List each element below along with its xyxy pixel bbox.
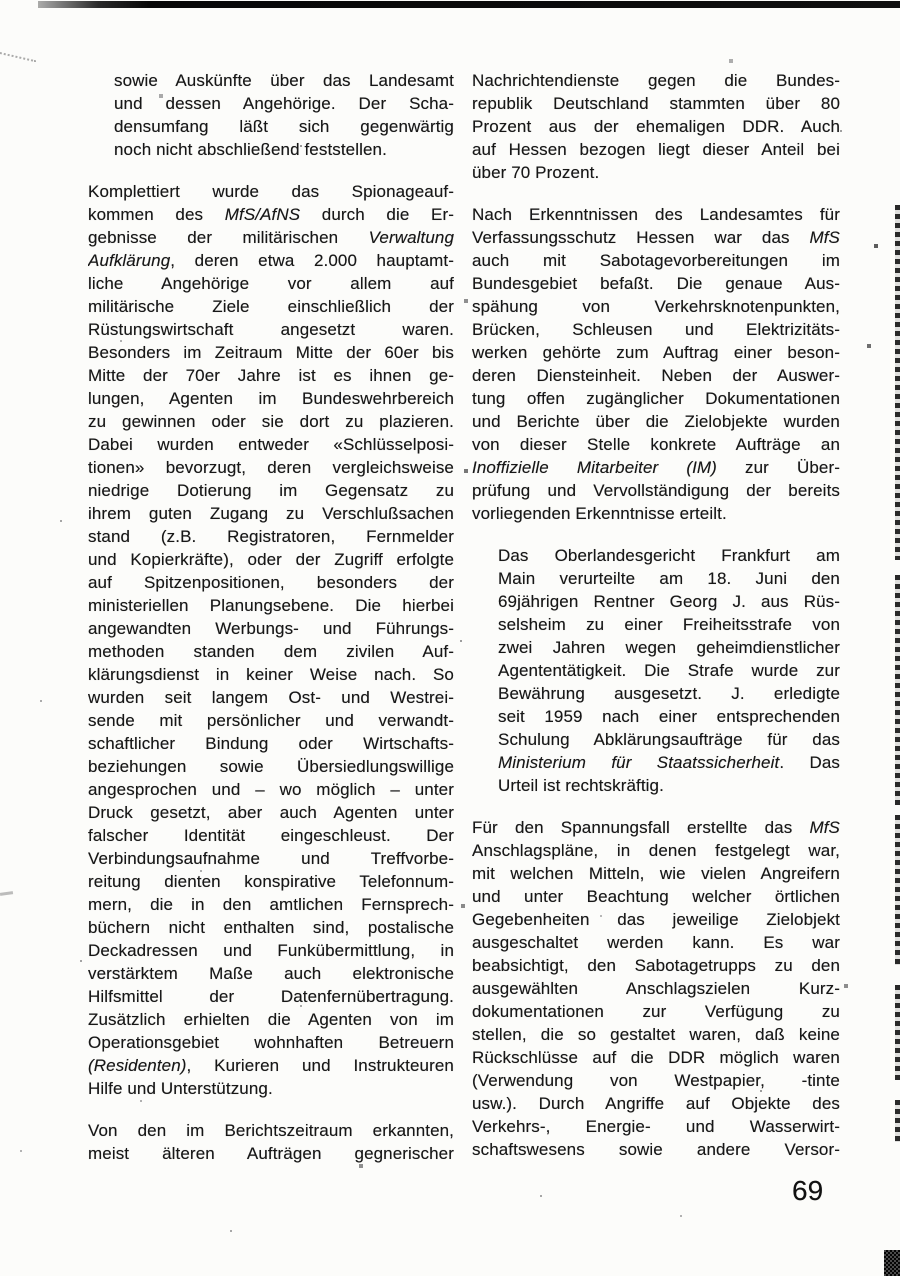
text-line — [88, 226, 454, 249]
text-line — [472, 364, 840, 387]
scan-artifact-right-stripe — [895, 1100, 900, 1142]
text-line — [88, 433, 454, 456]
text-line — [88, 847, 454, 870]
body-text: spähung von Verkehrsknotenpunkten, — [472, 297, 840, 316]
body-text: Brücken, Schleusen und Elektrizitäts- — [472, 320, 840, 339]
body-text: beabsichtigt, den Sabotagetrupps zu den — [472, 956, 840, 975]
body-text: Bundesgebiet befaßt. Die genaue Aus- — [472, 274, 840, 293]
italic-text: Ministerium für Staatssicherheit — [498, 753, 780, 772]
scan-artifact-right-stripe — [895, 575, 900, 805]
scan-artifact-margin-mark — [0, 891, 13, 896]
body-text: Urteil ist rechtskräftig. — [498, 776, 664, 795]
text-line — [472, 295, 840, 318]
text-line — [88, 640, 454, 663]
body-text: klärungsdienst in keiner Weise nach. So — [88, 665, 454, 684]
text-line — [88, 939, 454, 962]
body-text: (Verwendung von Westpapier, -tinte — [472, 1071, 840, 1090]
body-text: Anschlagspläne, in denen festgelegt war, — [472, 841, 840, 860]
text-line — [88, 203, 454, 226]
text-line — [472, 862, 840, 885]
body-text: dokumentationen zur Verfügung zu — [472, 1002, 840, 1021]
body-text: schaftlicher Bindung oder Wirtschafts- — [88, 734, 454, 753]
text-line — [472, 977, 840, 1000]
body-text: gebnisse der militärischen — [88, 228, 369, 247]
text-line — [472, 1138, 840, 1161]
body-text: zu gewinnen oder sie dort zu plazieren. — [88, 412, 454, 431]
text-line — [498, 659, 840, 682]
body-text: auf Spitzenpositionen, besonders der — [88, 573, 454, 592]
scan-artifact-corner-blob — [884, 1250, 900, 1276]
body-text: werken gehörte zum Auftrag einer beson- — [472, 343, 840, 362]
text-line — [88, 801, 454, 824]
text-line — [88, 916, 454, 939]
body-text: Gegebenheiten das jeweilige Zielobjekt — [472, 910, 840, 929]
text-line — [88, 1031, 454, 1054]
text-line — [88, 1142, 454, 1165]
body-text: auch mit Sabotagevorbereitungen im — [472, 251, 840, 270]
scan-noise-speckles — [0, 0, 2, 2]
italic-text: (Residenten) — [88, 1056, 187, 1075]
body-text: sowie Auskünfte über das Landesamt — [114, 71, 454, 90]
italic-text: Verwaltung — [368, 228, 454, 247]
text-line — [472, 272, 840, 295]
body-text: Verkehrs-, Energie- und Wasserwirt- — [472, 1117, 840, 1136]
body-text: liche Angehörige vor allem auf — [88, 274, 454, 293]
body-text: lungen, Agenten im Bundeswehrbereich — [88, 389, 454, 408]
text-line — [88, 295, 454, 318]
text-line — [88, 778, 454, 801]
body-text: densumfang läßt sich gegenwärtig — [114, 117, 454, 136]
body-text: Nach Erkenntnissen des Landesamtes für — [472, 205, 840, 224]
paragraph — [88, 180, 454, 1100]
text-line — [88, 249, 454, 272]
page-number: 69 — [792, 1175, 824, 1206]
body-text: angesprochen und – wo möglich – unter — [88, 780, 454, 799]
italic-text: Inoffizielle Mitarbeiter (IM) — [472, 458, 717, 477]
body-text: und unter Beachtung welcher örtlichen — [472, 887, 840, 906]
body-text: durch die Er- — [300, 205, 454, 224]
body-text: Das Oberlandesgericht Frankfurt am — [498, 546, 840, 565]
text-line — [88, 1008, 454, 1031]
text-line — [88, 686, 454, 709]
text-line — [498, 613, 840, 636]
body-text: Rüstungswirtschaft angesetzt waren. — [88, 320, 454, 339]
body-text: deren Diensteinheit. Neben der Auswer- — [472, 366, 840, 385]
body-text: 69jährigen Rentner Georg J. aus Rüs- — [498, 592, 840, 611]
text-line — [472, 138, 840, 161]
body-text: reitung dienten konspirative Telefonnum- — [88, 872, 454, 891]
body-text: Von den im Berichtszeitraum erkannten, — [88, 1121, 454, 1140]
scan-artifact-right-stripe — [895, 205, 900, 560]
body-text: über 70 Prozent. — [472, 163, 600, 182]
body-text: falscher Identität eingeschleust. Der — [88, 826, 454, 845]
body-text: seit 1959 nach einer entsprechenden — [498, 707, 840, 726]
body-text: stand (z.B. Registratoren, Fernmelder — [88, 527, 454, 546]
text-line — [88, 272, 454, 295]
body-text: meist älteren Aufträgen gegnerischer — [88, 1144, 454, 1163]
body-text: Komplettiert wurde das Spionageauf- — [88, 182, 454, 201]
text-line — [498, 544, 840, 567]
body-text: , deren etwa 2.000 hauptamt- — [170, 251, 454, 270]
text-line — [88, 824, 454, 847]
text-line — [88, 870, 454, 893]
body-text: tung offen zugänglicher Dokumentationen — [472, 389, 840, 408]
body-text: selsheim zu einer Freiheitsstrafe von — [498, 615, 840, 634]
italic-text: MfS/AfNS — [224, 205, 301, 224]
body-text: Zusätzlich erhielten die Agenten von im — [88, 1010, 454, 1029]
body-text: . Das — [779, 753, 840, 772]
text-line — [472, 456, 840, 479]
text-line — [472, 387, 840, 410]
text-line — [472, 1000, 840, 1023]
body-text: ausgewählten Anschlagszielen Kurz- — [472, 979, 840, 998]
text-line — [88, 525, 454, 548]
text-line — [114, 115, 454, 138]
text-line — [88, 1054, 454, 1077]
body-text: auf Hessen bezogen liegt dieser Anteil bei — [472, 140, 840, 159]
body-text: zur Über- — [716, 458, 840, 477]
body-text: Rückschlüsse auf die DDR möglich waren — [472, 1048, 840, 1067]
text-line — [472, 931, 840, 954]
text-line — [472, 954, 840, 977]
body-text: Hilfe und Unterstützung. — [88, 1079, 273, 1098]
text-line — [88, 985, 454, 1008]
text-line — [498, 636, 840, 659]
scan-artifact-right-stripe — [895, 985, 900, 1080]
body-text: tionen» bevorzugt, deren vergleichsweise — [88, 458, 454, 477]
text-line — [472, 885, 840, 908]
text-line — [88, 1077, 454, 1100]
text-line — [472, 249, 840, 272]
body-text: Bewährung ausgesetzt. J. erledigte — [498, 684, 840, 703]
body-text: militärische Ziele einschließlich der — [88, 297, 454, 316]
text-line — [88, 962, 454, 985]
italic-text: MfS — [809, 228, 840, 247]
text-line — [472, 161, 840, 184]
italic-text: MfS — [809, 818, 840, 837]
body-text: Operationsgebiet wohnhaften Betreuern — [88, 1033, 454, 1052]
body-text: vorliegenden Erkenntnisse erteilt. — [472, 504, 727, 523]
body-text: büchern nicht enthalten sind, postalische — [88, 918, 454, 937]
text-line — [88, 709, 454, 732]
body-text: Für den Spannungsfall erstellte das — [472, 818, 810, 837]
text-line — [88, 410, 454, 433]
text-line — [88, 341, 454, 364]
body-text: ministeriellen Planungsebene. Die hierbei — [88, 596, 454, 615]
text-line — [472, 203, 840, 226]
text-line — [88, 180, 454, 203]
body-text: Hilfsmittel der Datenfernübertragung. — [88, 987, 454, 1006]
text-line — [88, 594, 454, 617]
text-line — [472, 92, 840, 115]
body-text: wurden seit langem Ost- und Westrei- — [88, 688, 454, 707]
body-text: mit welchen Mitteln, wie vielen Angreifern — [472, 864, 840, 883]
text-line — [472, 816, 840, 839]
body-text: Agententätigkeit. Die Strafe wurde zur — [498, 661, 840, 680]
text-line — [88, 893, 454, 916]
text-line — [498, 590, 840, 613]
right-column — [472, 69, 840, 1180]
left-column — [88, 69, 454, 1184]
text-line — [88, 663, 454, 686]
text-line — [88, 364, 454, 387]
text-line — [472, 410, 840, 433]
text-line — [472, 115, 840, 138]
text-line — [88, 617, 454, 640]
body-text: von dieser Stelle konkrete Aufträge an — [472, 435, 840, 454]
italic-text: Aufklärung — [88, 251, 171, 270]
paragraph — [88, 1119, 454, 1165]
text-line — [88, 548, 454, 571]
body-text: mern, die in den amtlichen Fernsprech- — [88, 895, 454, 914]
text-line — [88, 755, 454, 778]
paragraph — [88, 69, 454, 161]
body-text: Verfassungsschutz Hessen war das — [472, 228, 810, 247]
text-line — [88, 502, 454, 525]
text-line — [472, 318, 840, 341]
text-line — [472, 908, 840, 931]
text-line — [472, 1115, 840, 1138]
text-line — [88, 571, 454, 594]
text-line — [498, 705, 840, 728]
scan-artifact-pencil-mark — [0, 38, 39, 63]
body-text: Dabei wurden entweder «Schlüsselposi- — [88, 435, 454, 454]
body-text: republik Deutschland stammten über 80 — [472, 94, 840, 113]
body-text: kommen des — [88, 205, 225, 224]
body-text: und Berichte über die Zielobjekte wurden — [472, 412, 840, 431]
paragraph — [472, 544, 840, 797]
body-text: Schulung Abklärungsaufträge für das — [498, 730, 840, 749]
body-text: usw.). Durch Angriffe auf Objekte des — [472, 1094, 840, 1113]
body-text: angewandten Werbungs- und Führungs- — [88, 619, 454, 638]
paragraph — [472, 69, 840, 184]
text-line — [88, 318, 454, 341]
text-line — [472, 341, 840, 364]
scan-artifact-top-bar — [38, 1, 900, 8]
text-line — [114, 92, 454, 115]
text-line — [498, 751, 840, 774]
text-line — [472, 1023, 840, 1046]
text-line — [114, 69, 454, 92]
text-line — [472, 1092, 840, 1115]
text-line — [472, 502, 840, 525]
text-line — [498, 774, 840, 797]
body-text: noch nicht abschließend feststellen. — [114, 140, 387, 159]
text-line — [472, 1069, 840, 1092]
text-line — [498, 728, 840, 751]
body-text: ausgeschaltet werden kann. Es war — [472, 933, 840, 952]
text-line — [472, 69, 840, 92]
text-line — [88, 456, 454, 479]
body-text: , Kurieren und Instrukteuren — [186, 1056, 454, 1075]
body-text: methoden standen dem zivilen Auf- — [88, 642, 454, 661]
body-text: stellen, die so gestaltet waren, daß keine — [472, 1025, 840, 1044]
paragraph — [472, 203, 840, 525]
body-text: Prozent aus der ehemaligen DDR. Auch — [472, 117, 840, 136]
text-line — [472, 226, 840, 249]
paragraph — [472, 816, 840, 1161]
text-line — [472, 433, 840, 456]
body-text: beziehungen sowie Übersiedlungswillige — [88, 757, 454, 776]
body-text: und Kopierkräfte), oder der Zugriff erfolgte — [88, 550, 454, 569]
body-text: ihrem guten Zugang zu Verschlußsachen — [88, 504, 454, 523]
body-text: und dessen Angehörige. Der Scha- — [114, 94, 454, 113]
scan-artifact-right-stripe — [895, 815, 900, 965]
text-line — [472, 1046, 840, 1069]
body-text: Deckadressen und Funkübermittlung, in — [88, 941, 454, 960]
body-text: sende mit persönlicher und verwandt- — [88, 711, 454, 730]
body-text: prüfung und Vervollständigung der bereits — [472, 481, 840, 500]
body-text: Besonders im Zeitraum Mitte der 60er bis — [88, 343, 454, 362]
text-line — [88, 1119, 454, 1142]
body-text: Verbindungsaufnahme und Treffvorbe- — [88, 849, 454, 868]
text-line — [88, 387, 454, 410]
body-text: Mitte der 70er Jahre ist es ihnen ge- — [88, 366, 454, 385]
text-line — [498, 682, 840, 705]
text-line — [498, 567, 840, 590]
text-line — [472, 479, 840, 502]
body-text: verstärktem Maße auch elektronische — [88, 964, 454, 983]
body-text: Druck gesetzt, aber auch Agenten unter — [88, 803, 454, 822]
text-line — [472, 839, 840, 862]
text-line — [114, 138, 454, 161]
body-text: Nachrichtendienste gegen die Bundes- — [472, 71, 840, 90]
body-text: niedrige Dotierung im Gegensatz zu — [88, 481, 454, 500]
body-text: zwei Jahren wegen geheimdienstlicher — [498, 638, 840, 657]
body-text: schaftswesens sowie andere Versor- — [472, 1140, 840, 1159]
text-line — [88, 479, 454, 502]
body-text: Main verurteilte am 18. Juni den — [498, 569, 840, 588]
text-line — [88, 732, 454, 755]
